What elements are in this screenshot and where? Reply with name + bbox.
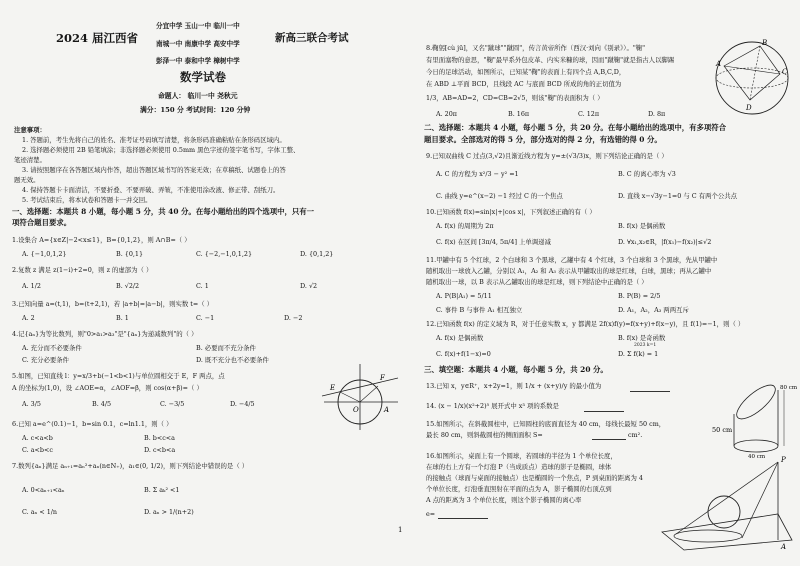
light-ray-left [676, 462, 778, 534]
q2-option-b: B. √2/2 [116, 282, 140, 290]
slanted-cylinder-figure [712, 380, 798, 460]
question-15-line: cm². [628, 431, 643, 439]
question-14-stem: 14. (x − 1/x)(x²+2)⁵ 展开式中 x³ 项的系数是 [426, 402, 559, 410]
author-line: 命题人： 临川一中 尧秋元 [158, 92, 238, 100]
section-2-heading: 二、选择题：本题共 4 小题，每小题 5 分，共 20 分。在每小题给出的选项中，有多项符合 [424, 123, 727, 132]
label-o: O [353, 406, 359, 414]
ball [708, 496, 740, 528]
score-time-line: 满分：150 分 考试时间：120 分钟 [140, 106, 251, 114]
q9-option-c: C. 曲线 y=e^(x−2) −1 经过 C 的一个焦点 [436, 192, 563, 200]
q12-option-d: D. Σ f(k) = 1 [618, 350, 659, 358]
question-2-stem: 2.复数 z 满足 z(1−i)+2=0，则 z 的虚部为（ ） [12, 266, 153, 274]
subject-title: 数学试卷 [180, 70, 226, 84]
q6-option-b: B. b<c<a [144, 434, 175, 442]
q4-option-c: C. 充分必要条件 [22, 356, 70, 364]
q2-option-a: A. 1/2 [22, 282, 41, 290]
question-10-stem: 10.已知函数 f(x)=sin|x|+|cos x|，下列叙述正确的有（ ） [426, 208, 596, 216]
q6-option-d: D. c<b<a [144, 446, 176, 454]
question-11-line: 11.甲罐中有 5 个红球，2 个白球和 3 个黑球，乙罐中有 4 个红球，3 个白球和 3 个黑球，先从甲罐中 [426, 256, 718, 264]
edge-bd [750, 46, 760, 100]
question-16-line: 个单位长度，灯泡垂直照射在平面的点为 A，影子椭圆的右顶点到 [426, 485, 612, 493]
exam-title: 2024 届江西省 [56, 31, 139, 45]
q10-option-d: D. ∀x₁,x₂∈R，|f(x₁)−f(x₂)|≤√2 [618, 238, 712, 246]
q7-option-b: B. Σ aₖ² <1 [144, 486, 180, 494]
question-11-line: 随机取出一球放入乙罐，分别以 A₁，A₂ 和 A₃ 表示从甲罐取出的球是红球，白球，黑球；再从乙罐中 [426, 267, 712, 275]
sphere-label-b: B [762, 39, 768, 47]
q3-option-a: A. 2 [22, 314, 35, 322]
q3-option-d: D. −2 [284, 314, 303, 322]
q7-option-c: C. aₙ < 1/n [22, 508, 58, 516]
question-8-line: 在 ABD ⊥平面 BCD，且线段 AC 与底面 BCD 所成的角的正切值为 [426, 80, 622, 88]
section-1-heading: 一、选择题：本题共 8 小题，每小题 5 分，共 40 分。在每小题给出的四个选项中，只有一 [12, 207, 315, 216]
question-6-stem: 6.已知 a=e^(0.1)−1，b=sin 0.1，c=ln1.1，则（ ） [12, 420, 173, 428]
schools-row-2: 南城一中 南康中学 高安中学 [156, 40, 240, 48]
notice-item: 3. 请按照题序在各答题区域内作答，超出答题区域书写的答案无效；在草稿纸、试题卷上的答 [22, 166, 286, 174]
q12-sum-limits: 2023 k=1 [634, 343, 657, 348]
q11-option-c: C. 事件 B 与事件 A₁ 相互独立 [436, 306, 523, 314]
notice-item: 2. 选择题必须使用 2B 铅笔填涂；非选择题必须使用 0.5mm 黑色字迹的签字笔书写，字体工整、 [22, 146, 300, 154]
radius-of [360, 386, 378, 402]
question-5-stem: 5.如图，已知直线 l：y=x/3+b(−1<b<1)与单位圆相交于 E，F 两点，点 [12, 372, 225, 380]
q2-option-c: C. 1 [196, 282, 209, 290]
question-16-line: 的接触点（球面与桌面的接触点）也是椭圆的一个焦点，P 到桌面的距离为 4 [426, 474, 643, 482]
q15-answer-blank[interactable] [592, 439, 626, 440]
question-1-stem: 1.设集合 A={x∈Z|−2<x≤1}，B={0,1,2}，则 A∩B=（ ） [12, 236, 191, 244]
q3-option-b: B. 1 [116, 314, 129, 322]
question-3-stem: 3.已知向量 a=(t,1)，b=(t+2,1)，若 |a+b|=|a−b|，则实数 t=（ ） [12, 300, 214, 308]
notice-item: 5. 考试结束后，将本试卷和答题卡一并交回。 [22, 196, 152, 204]
q7-option-d: D. aₙ > 1/(n+2) [144, 508, 194, 516]
q12-option-c: C. f(x)+f(1−x)=0 [436, 350, 491, 358]
q5-option-d: D. −4/5 [230, 400, 255, 408]
lamp-ball-shadow-figure [658, 454, 798, 554]
q5-option-b: B. 4/5 [92, 400, 112, 408]
question-16-line: A 点的距离为 3 个单位长度，则这个影子椭圆的离心率 [426, 496, 582, 504]
question-13-stem: 13.已知 x，y∈R⁺，x+2y=1，则 1/x + (x+y)/y 的最小值为 [426, 382, 602, 390]
notice-item: 4. 保持答题卡卡面清洁，不要折叠、不要弄破、弄皱，不准使用涂改液、修正带、刮纸刀。 [22, 186, 280, 194]
q13-answer-blank[interactable] [630, 391, 670, 392]
question-16-line: 在球的右上方有一个灯泡 P（当成质点）造球的影子是椭圆，球体 [426, 463, 612, 471]
notice-item: 1. 答题前，考生先将自己的姓名、准考证号码填写清楚，将条形码准确粘贴在条形码区域内。 [22, 136, 286, 144]
q9-option-b: B. C 的离心率为 √3 [618, 170, 676, 178]
cylinder-dim-left: 50 cm [712, 426, 733, 434]
q4-option-a: A. 充分而不必要条件 [22, 344, 82, 352]
q12-option-b: B. f(x) 是奇函数 [618, 334, 666, 342]
notice-item: 笔迹清楚。 [14, 156, 46, 164]
label-a-foot: A [781, 543, 787, 551]
section-1-heading-cont: 项符合题目要求。 [12, 218, 72, 227]
label-e: E [330, 384, 336, 392]
q9-option-d: D. 直线 x−√3y−1=0 与 C 有两个公共点 [618, 192, 738, 200]
question-8-line: 8.鞠躬[cù jū]，又名"蹴球""蹴圆"，传言黄帝所作（西汉·刘向《别录》）。"鞠" [426, 44, 646, 52]
q2-option-d: D. √2 [300, 282, 318, 290]
q8-option-d: D. 8π [648, 110, 666, 118]
question-9-stem: 9.已知双曲线 C 过点(3,√2)且渐近线方程为 y=±(√3/3)x，则下列结论正确的是（ ） [426, 152, 668, 160]
sphere-outline [716, 42, 788, 114]
sphere-equator [716, 68, 788, 88]
question-8-line: 1/3，AB=AD=2，CD=CB=2√5，则该"鞠"的表面积为（ ） [426, 94, 604, 102]
q3-option-c: C. −1 [196, 314, 215, 322]
schools-row-1: 分宜中学 玉山一中 临川一中 [156, 22, 240, 30]
edge-ac [724, 66, 780, 74]
q4-option-b: B. 必要而不充分条件 [196, 344, 256, 352]
question-8-line: 有里面塞物的意思，"鞠"最早系外包皮革、内实米糠的球，因而"蹴鞠"就是指古人以脚踢 [426, 56, 675, 64]
notice-item: 题无效。 [14, 176, 40, 184]
sphere-label-c: C [782, 68, 788, 76]
cylinder-dim-right: 80 cm [780, 385, 798, 391]
label-p: P [781, 456, 786, 464]
q1-option-c: C. {−2,−1,0,1,2} [196, 250, 253, 258]
q10-option-a: A. f(x) 的周期为 2π [436, 222, 494, 230]
schools-row-3: 彭泽一中 泰和中学 樟树中学 [156, 57, 240, 65]
sphere-label-a: A [716, 60, 722, 68]
q10-option-b: B. f(x) 是偶函数 [618, 222, 666, 230]
q12-option-a: A. f(x) 是偶函数 [436, 334, 484, 342]
section-3-heading: 三、填空题：本题共 4 小题，每小题 5 分，共 20 分。 [424, 365, 608, 374]
question-12-stem: 12.已知函数 f(x) 的定义域为 R，对于任意实数 x，y 都满足 2f(x)f(y)=f(x+y)+f(x−y)，且 f(1)=−1，则（ ） [426, 320, 745, 328]
question-16-line: e= [426, 510, 436, 518]
q5-option-c: C. −3/5 [160, 400, 185, 408]
question-15-line: 最长 80 cm，则斜截圆柱的侧面面积 S= [426, 431, 543, 439]
question-16-line: 16.如图所示，桌面上有一个圆球，若圆球的半径为 1 个单位长度， [426, 452, 617, 460]
q16-answer-blank[interactable] [438, 518, 488, 519]
q7-option-a: A. 0<aₙ₊₁<aₙ [22, 486, 65, 494]
question-8-line: 今日的足球活动，如图所示，已知某"鞠"的表面上有四个点 A,B,C,D， [426, 68, 626, 76]
q5-option-a: A. 3/5 [22, 400, 41, 408]
light-ray-right [742, 462, 778, 538]
sphere-label-d: D [746, 104, 752, 112]
label-f: F [380, 374, 385, 382]
q10-option-c: C. f(x) 在区间 [3π/4, 5π/4] 上单调递减 [436, 238, 551, 246]
cylinder-base [734, 440, 778, 452]
q11-option-b: B. P(B) = 2/5 [618, 292, 661, 300]
q8-option-a: A. 20π [436, 110, 458, 118]
q11-option-a: A. P(B|A₁) = 5/11 [436, 292, 492, 300]
q9-option-a: A. C 的方程为 x²/3 − y² =1 [436, 170, 519, 178]
q8-option-c: C. 12π [578, 110, 600, 118]
unit-circle-figure [320, 360, 400, 432]
question-7-stem: 7.数列{aₙ}满足 aₙ₊₁=aₙ²+aₙ(n∈N₊)，a₁∈(0, 1/2)，则下列结论中错误的是（ ） [12, 462, 249, 470]
q14-answer-blank[interactable] [584, 411, 624, 412]
question-4-stem: 4.记{aₙ}为等比数列，则"0>a₁>a₃"是"{aₙ}为递减数列"的（ ） [12, 330, 198, 338]
page-number: 1 [398, 526, 403, 534]
q1-option-b: B. {0,1} [116, 250, 144, 258]
q4-option-d: D. 既不充分也不必要条件 [196, 356, 269, 364]
q6-option-a: A. c<a<b [22, 434, 53, 442]
q11-option-d: D. A₁，A₂，A₃ 两两互斥 [618, 306, 689, 314]
question-5-stem-cont: A 的坐标为(1,0)，设 ∠AOE=α，∠AOF=β，则 cos(α+β)=（ ） [12, 384, 203, 392]
exam-name: 新高三联合考试 [275, 32, 349, 44]
shadow-ellipse [674, 530, 742, 542]
q6-option-c: C. a<b<c [22, 446, 53, 454]
cylinder-dim-base: 40 cm [748, 454, 766, 460]
radius-oe [340, 392, 360, 402]
question-15-line: 15.如图所示，在斜截圆柱中，已知圆柱的底面直径为 40 cm，母线长最短 50 cm， [426, 420, 666, 428]
label-a: A [384, 406, 390, 414]
question-11-line: 随机取出一球，以 B 表示从乙罐取出的球是红球，则下列结论中正确的是（ ） [426, 278, 648, 286]
q8-option-b: B. 16π [508, 110, 530, 118]
sphere-figure [710, 36, 796, 118]
q1-option-d: D. {0,1,2} [300, 250, 334, 258]
notice-heading: 注意事项： [14, 126, 46, 134]
section-2-heading-cont: 题目要求。全部选对的得 5 分，部分选对的得 2 分，有选错的得 0 分。 [424, 135, 662, 144]
cylinder-slanted-top [732, 380, 780, 424]
q1-option-a: A. {−1,0,1,2} [22, 250, 67, 258]
